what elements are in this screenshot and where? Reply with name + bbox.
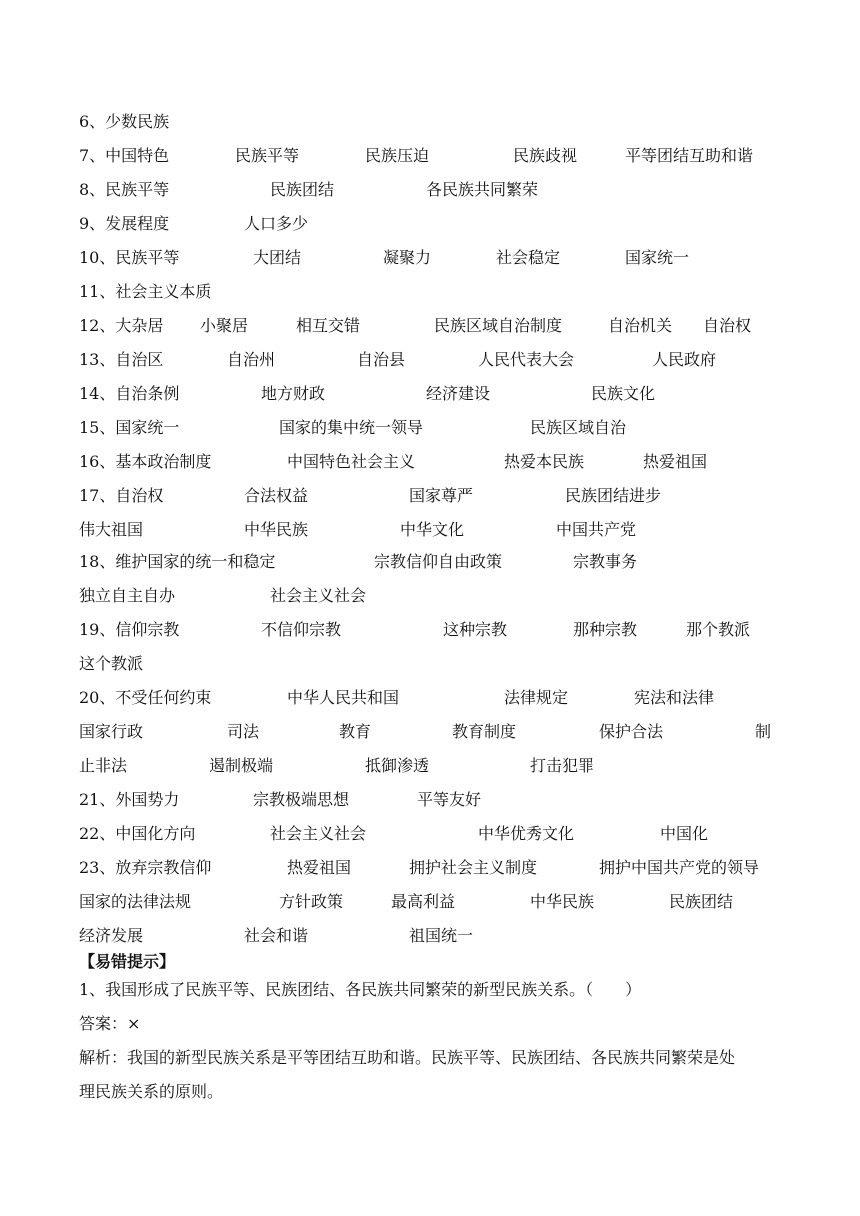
answer-line-19	[0, 617, 860, 643]
answer-line-21	[0, 787, 860, 813]
answer-line-18	[0, 549, 860, 575]
answer-text: 这个教派	[79, 654, 144, 673]
tip-answer-line	[0, 1011, 860, 1037]
answer-text: 保护合法	[599, 722, 664, 741]
answer-line-12	[0, 313, 860, 339]
tip-analysis-line-1	[0, 1045, 860, 1071]
answer-text: 热爱本民族	[504, 452, 585, 471]
answer-text: 民族团结	[669, 892, 734, 911]
answer-text: 中国特色社会主义	[287, 452, 416, 471]
answer-line-7	[0, 143, 860, 169]
answer-text: 国家统一	[625, 248, 690, 267]
answer-text: 民族歧视	[513, 146, 578, 165]
answer-text: 打击犯罪	[530, 756, 595, 775]
tip-answer: 答案：×	[79, 1014, 141, 1033]
answer-text: 16、基本政治制度	[79, 452, 212, 471]
answer-text: 制	[755, 722, 772, 741]
answer-text: 中华民族	[244, 520, 309, 539]
tip-analysis: 理民族关系的原则。	[79, 1082, 224, 1101]
answer-line-19-cont	[0, 651, 860, 677]
answer-text: 平等团结互助和谐	[625, 146, 754, 165]
answer-text: 最高利益	[391, 892, 456, 911]
answer-text: 9、发展程度	[79, 214, 170, 233]
answer-text: 那个教派	[686, 620, 751, 639]
answer-text: 合法权益	[244, 486, 309, 505]
answer-text: 拥护社会主义制度	[409, 858, 538, 877]
answer-text: 19、信仰宗教	[79, 620, 180, 639]
answer-text: 小聚居	[200, 316, 249, 335]
answer-text: 人口多少	[244, 214, 309, 233]
answer-text: 独立自主自办	[79, 586, 176, 605]
answer-text: 10、民族平等	[79, 248, 180, 267]
answer-line-9	[0, 211, 860, 237]
answer-text: 国家的法律法规	[79, 892, 192, 911]
answer-text: 相互交错	[296, 316, 361, 335]
answer-text: 7、中国特色	[79, 146, 170, 165]
answer-text: 热爱祖国	[287, 858, 352, 877]
answer-text: 17、自治权	[79, 486, 164, 505]
answer-text: 社会稳定	[496, 248, 561, 267]
answer-text: 6、少数民族	[79, 112, 170, 131]
answer-line-14	[0, 381, 860, 407]
answer-text: 中华文化	[400, 520, 465, 539]
answer-text: 伟大祖国	[79, 520, 144, 539]
answer-text: 人民代表大会	[478, 350, 575, 369]
answer-text: 拥护中国共产党的领导	[599, 858, 760, 877]
tip-question: 1、我国形成了民族平等、民族团结、各民族共同繁荣的新型民族关系。（ ）	[79, 980, 642, 999]
answer-line-18-cont	[0, 583, 860, 609]
answer-text: 抵御渗透	[365, 756, 430, 775]
answer-text: 国家尊严	[409, 486, 474, 505]
answer-text: 热爱祖国	[643, 452, 708, 471]
answer-text: 21、外国势力	[79, 790, 180, 809]
tip-analysis: 解析：我国的新型民族关系是平等团结互助和谐。民族平等、民族团结、各民族共同繁荣是处	[79, 1048, 736, 1067]
answer-line-17-cont	[0, 517, 860, 543]
answer-text: 自治县	[357, 350, 406, 369]
answer-text: 宗教极端思想	[253, 790, 350, 809]
answer-text: 社会主义社会	[270, 586, 367, 605]
answer-line-23	[0, 855, 860, 881]
answer-text: 14、自治条例	[79, 384, 180, 403]
answer-text: 国家行政	[79, 722, 144, 741]
answer-text: 止非法	[79, 756, 128, 775]
answer-line-10	[0, 245, 860, 271]
answer-text: 民族平等	[235, 146, 300, 165]
section-heading: 【易错提示】	[79, 952, 176, 971]
answer-text: 18、维护国家的统一和稳定	[79, 552, 276, 571]
answer-line-20	[0, 685, 860, 711]
answer-text: 民族团结	[270, 180, 335, 199]
answer-text: 民族区域自治制度	[434, 316, 563, 335]
answer-text: 那种宗教	[573, 620, 638, 639]
answer-text: 教育	[339, 722, 372, 741]
answer-text: 社会和谐	[244, 926, 309, 945]
answer-text: 人民政府	[652, 350, 717, 369]
answer-text: 民族压迫	[365, 146, 430, 165]
answer-text: 凝聚力	[383, 248, 432, 267]
answer-text: 各民族共同繁荣	[426, 180, 539, 199]
answer-text: 民族区域自治	[530, 418, 627, 437]
answer-text: 自治州	[227, 350, 276, 369]
answer-text: 宗教信仰自由政策	[374, 552, 503, 571]
answer-text: 地方财政	[261, 384, 326, 403]
answer-text: 中华人民共和国	[287, 688, 400, 707]
answer-text: 大团结	[253, 248, 302, 267]
answer-text: 法律规定	[504, 688, 569, 707]
answer-line-20-cont2	[0, 753, 860, 779]
answer-line-16	[0, 449, 860, 475]
answer-text: 自治权	[703, 316, 752, 335]
answer-text: 15、国家统一	[79, 418, 180, 437]
answer-text: 方针政策	[279, 892, 344, 911]
tip-analysis-line-2	[0, 1079, 860, 1105]
answer-line-20-cont	[0, 719, 860, 745]
answer-text: 8、民族平等	[79, 180, 170, 199]
answer-line-17	[0, 483, 860, 509]
answer-text: 经济建设	[426, 384, 491, 403]
answer-text: 中国化	[660, 824, 709, 843]
answer-text: 司法	[227, 722, 260, 741]
answer-text: 祖国统一	[409, 926, 474, 945]
answer-text: 宪法和法律	[634, 688, 715, 707]
answer-text: 社会主义社会	[270, 824, 367, 843]
answer-text: 民族团结进步	[565, 486, 662, 505]
answer-text: 国家的集中统一领导	[279, 418, 424, 437]
answer-line-6	[0, 109, 860, 135]
answer-text: 中华优秀文化	[478, 824, 575, 843]
answer-text: 22、中国化方向	[79, 824, 196, 843]
answer-text: 23、放弃宗教信仰	[79, 858, 212, 877]
answer-line-15	[0, 415, 860, 441]
answer-text: 自治机关	[608, 316, 673, 335]
answer-line-13	[0, 347, 860, 373]
answer-text: 民族文化	[591, 384, 656, 403]
answer-text: 中国共产党	[556, 520, 637, 539]
answer-text: 20、不受任何约束	[79, 688, 212, 707]
answer-text: 教育制度	[452, 722, 517, 741]
answer-text: 11、社会主义本质	[79, 282, 212, 301]
answer-text: 中华民族	[530, 892, 595, 911]
answer-text: 平等友好	[417, 790, 482, 809]
answer-text: 宗教事务	[573, 552, 638, 571]
answer-text: 不信仰宗教	[261, 620, 342, 639]
answer-text: 12、大杂居	[79, 316, 164, 335]
answer-line-22	[0, 821, 860, 847]
answer-line-8	[0, 177, 860, 203]
answer-line-23-cont2	[0, 923, 860, 949]
answer-text: 遏制极端	[209, 756, 274, 775]
answer-line-11	[0, 279, 860, 305]
answer-text: 这种宗教	[443, 620, 508, 639]
tip-question-line	[0, 977, 860, 1003]
tips-heading-line	[0, 949, 860, 975]
answer-line-23-cont	[0, 889, 860, 915]
answer-text: 13、自治区	[79, 350, 164, 369]
answer-text: 经济发展	[79, 926, 144, 945]
